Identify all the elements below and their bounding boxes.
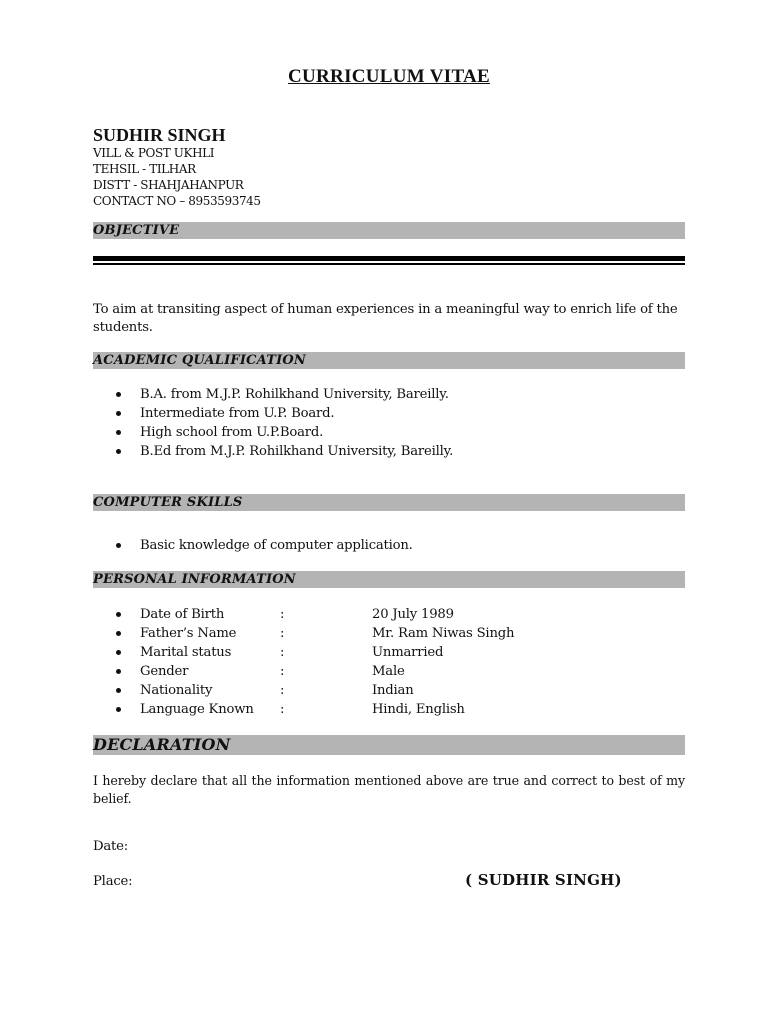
personal-info-separator: : xyxy=(280,664,285,679)
signature-name: ( SUDHIR SINGH) xyxy=(465,871,622,889)
personal-info-value: Male xyxy=(372,664,405,679)
bullet-icon xyxy=(116,392,121,397)
bullet-icon xyxy=(116,650,121,655)
bullet-icon xyxy=(116,631,121,636)
bullet-icon xyxy=(116,707,121,712)
candidate-name: SUDHIR SINGH xyxy=(93,125,226,145)
personal-info-label: Nationality xyxy=(140,683,213,698)
declaration-text: I hereby declare that all the information mentioned above are true and correct to best of my belief. xyxy=(93,773,685,806)
address-line-district: DISTT - SHAHJAHANPUR xyxy=(93,178,244,192)
bullet-icon xyxy=(116,543,121,548)
section-heading-personal: PERSONAL INFORMATION xyxy=(93,571,685,588)
personal-info-separator: : xyxy=(280,607,285,622)
address-line-village: VILL & POST UKHLI xyxy=(93,146,215,160)
address-line-tehsil: TEHSIL - TILHAR xyxy=(93,162,196,176)
personal-info-row xyxy=(114,643,514,662)
personal-info-value: Mr. Ram Niwas Singh xyxy=(372,626,515,641)
section-heading-declaration: DECLARATION xyxy=(93,735,685,755)
section-heading-academic: ACADEMIC QUALIFICATION xyxy=(93,352,685,369)
personal-info-separator: : xyxy=(280,626,285,641)
date-label: Date: xyxy=(93,839,128,854)
personal-info-label: Language Known xyxy=(140,702,254,717)
academic-list xyxy=(114,385,453,461)
personal-info-separator: : xyxy=(280,645,285,660)
personal-info-value: Indian xyxy=(372,683,414,698)
personal-info-list xyxy=(114,605,514,719)
personal-info-row xyxy=(114,681,514,700)
personal-info-label: Gender xyxy=(140,664,189,679)
personal-info-row xyxy=(114,605,514,624)
personal-info-value: Hindi, English xyxy=(372,702,465,717)
personal-info-value: Unmarried xyxy=(372,645,444,660)
personal-info-separator: : xyxy=(280,683,285,698)
personal-info-row xyxy=(114,624,514,643)
list-item: Basic knowledge of computer application. xyxy=(114,536,413,555)
computer-skills-list xyxy=(114,536,413,555)
bullet-icon xyxy=(116,612,121,617)
divider-thin xyxy=(93,263,685,265)
section-heading-objective: OBJECTIVE xyxy=(93,222,685,239)
personal-info-label: Date of Birth xyxy=(140,607,225,622)
list-item: Intermediate from U.P. Board. xyxy=(114,404,453,423)
personal-info-label: Father’s Name xyxy=(140,626,237,641)
place-label: Place: xyxy=(93,874,133,889)
section-heading-computer-skills: COMPUTER SKILLS xyxy=(93,494,685,511)
bullet-icon xyxy=(116,688,121,693)
contact-number: CONTACT NO – 8953593745 xyxy=(93,194,261,208)
personal-info-value: 20 July 1989 xyxy=(372,607,454,622)
divider-thick xyxy=(93,256,685,261)
list-item: B.A. from M.J.P. Rohilkhand University, Bareilly. xyxy=(114,385,453,404)
list-item: B.Ed from M.J.P. Rohilkhand University, Bareilly. xyxy=(114,442,453,461)
bullet-icon xyxy=(116,669,121,674)
list-item: High school from U.P.Board. xyxy=(114,423,453,442)
personal-info-separator: : xyxy=(280,702,285,717)
personal-info-row xyxy=(114,700,514,719)
bullet-icon xyxy=(116,411,121,416)
bullet-icon xyxy=(116,430,121,435)
personal-info-label: Marital status xyxy=(140,645,232,660)
document-title: CURRICULUM VITAE xyxy=(287,66,491,87)
bullet-icon xyxy=(116,449,121,454)
personal-info-row xyxy=(114,662,514,681)
objective-text: To aim at transiting aspect of human experiences in a meaningful way to enrich life of the students. xyxy=(93,302,678,335)
